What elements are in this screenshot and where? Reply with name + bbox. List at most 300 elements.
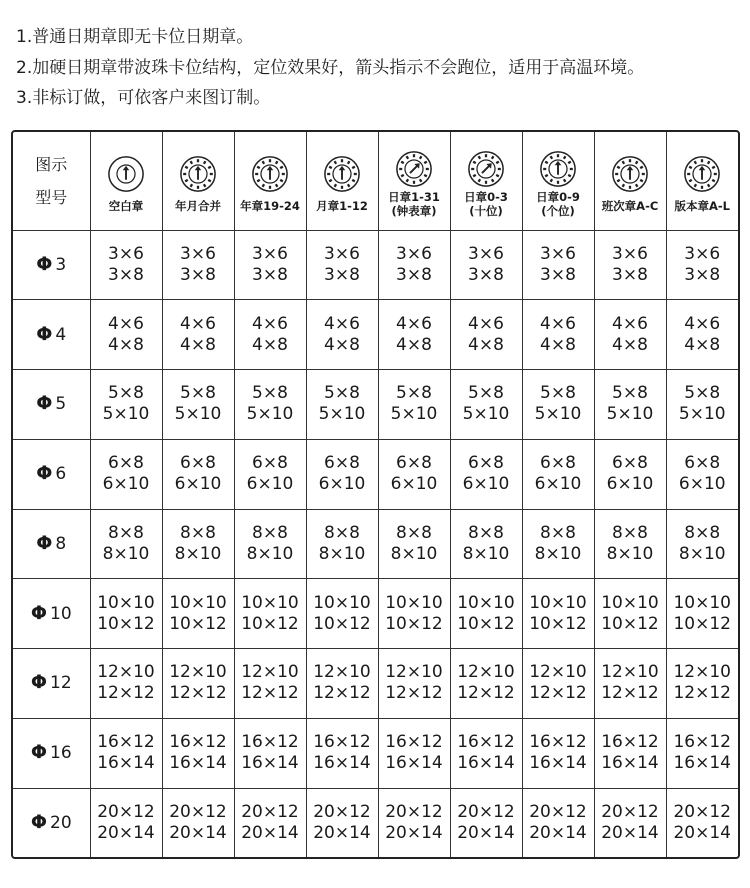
table-cell (522, 300, 594, 370)
column-label: 版本章A-L (674, 198, 730, 213)
table-cell (90, 230, 162, 300)
size-value-1: 8×8 (252, 522, 288, 543)
table-cell (234, 370, 306, 440)
table-cell (450, 718, 522, 788)
size-value-2: 4×8 (252, 334, 288, 355)
size-value-2: 20×14 (385, 822, 443, 843)
size-value-1: 10×10 (313, 592, 371, 613)
table-cell (594, 788, 666, 857)
table-cell (666, 788, 738, 857)
table-cell (162, 370, 234, 440)
size-value-1: 3×6 (396, 243, 432, 264)
table-cell (306, 370, 378, 440)
size-value-2: 10×12 (457, 613, 515, 634)
shift-stamp-icon (595, 155, 666, 193)
size-value-2: 6×10 (174, 474, 222, 495)
size-value-1: 5×8 (684, 383, 721, 404)
table-cell (450, 300, 522, 370)
size-value-2: 10×12 (169, 613, 227, 634)
table-row (13, 439, 738, 509)
column-header-7 (522, 132, 594, 230)
size-value-2: 12×12 (97, 683, 155, 704)
size-value-1: 6×8 (468, 453, 504, 474)
size-value-1: 4×6 (252, 313, 288, 334)
table-cell (162, 788, 234, 857)
diameter-value: 10 (50, 603, 72, 624)
size-value-2: 8×10 (606, 543, 654, 564)
column-label: 日章0-3 (464, 189, 508, 204)
size-value-2: 8×10 (678, 543, 726, 564)
year-stamp-icon (235, 155, 306, 193)
size-value-1: 20×12 (169, 801, 227, 822)
table-cell (234, 788, 306, 857)
size-value-2: 4×8 (468, 334, 504, 355)
size-value-1: 20×12 (529, 801, 587, 822)
table-row (13, 370, 738, 440)
size-value-1: 3×6 (468, 243, 504, 264)
size-value-1: 20×12 (673, 801, 731, 822)
size-value-2: 5×10 (678, 404, 726, 425)
size-value-2: 10×12 (241, 613, 299, 634)
table-cell (666, 579, 738, 649)
column-label: 班次章A-C (601, 198, 659, 213)
table-cell (90, 649, 162, 719)
column-sublabel: (钟表章) (391, 203, 437, 218)
size-value-2: 20×14 (673, 822, 731, 843)
size-value-2: 6×10 (462, 474, 510, 495)
table-cell (378, 718, 450, 788)
diameter-value: 4 (55, 324, 67, 345)
table-cell (162, 649, 234, 719)
table-row (13, 579, 738, 649)
table-cell (90, 439, 162, 509)
size-value-2: 16×14 (529, 753, 587, 774)
size-value-2: 10×12 (529, 613, 587, 634)
size-value-1: 10×10 (385, 592, 443, 613)
size-value-1: 12×10 (241, 662, 299, 683)
size-value-2: 6×10 (390, 474, 438, 495)
size-value-2: 5×10 (246, 404, 294, 425)
size-value-2: 20×14 (529, 822, 587, 843)
table-cell (522, 788, 594, 857)
size-value-2: 20×14 (601, 822, 659, 843)
size-value-2: 5×10 (174, 404, 222, 425)
size-value-2: 6×10 (534, 474, 582, 495)
size-value-1: 16×12 (313, 732, 371, 753)
size-value-1: 8×8 (684, 522, 721, 543)
size-value-1: 16×12 (241, 732, 299, 753)
table-cell (306, 579, 378, 649)
size-value-1: 5×8 (108, 383, 144, 404)
table-cell (522, 509, 594, 579)
size-value-1: 16×12 (673, 732, 731, 753)
size-value-2: 16×14 (457, 753, 515, 774)
size-value-2: 6×10 (246, 474, 294, 495)
size-value-1: 10×10 (457, 592, 515, 613)
size-value-1: 8×8 (468, 522, 504, 543)
table-cell (522, 579, 594, 649)
size-value-2: 12×12 (241, 683, 299, 704)
table-cell (378, 230, 450, 300)
size-value-1: 8×8 (396, 522, 432, 543)
row-size-label (13, 439, 90, 509)
diameter-symbol: Φ (36, 462, 53, 485)
table-cell (90, 509, 162, 579)
column-label: 空白章 (108, 198, 144, 213)
size-value-1: 4×6 (540, 313, 576, 334)
table-cell (522, 718, 594, 788)
year-month-stamp-icon (163, 155, 234, 193)
column-header-1 (90, 132, 162, 230)
row-size-label (13, 579, 90, 649)
size-value-2: 6×10 (678, 474, 726, 495)
table-cell (234, 718, 306, 788)
size-value-2: 3×8 (324, 264, 360, 285)
table-cell (162, 579, 234, 649)
table-cell (666, 649, 738, 719)
table-cell (162, 230, 234, 300)
table-row (13, 649, 738, 719)
size-value-2: 8×10 (102, 543, 150, 564)
diameter-value: 6 (55, 464, 67, 485)
arrow-stamp-icon (91, 155, 162, 193)
table-cell (162, 439, 234, 509)
table-cell (90, 579, 162, 649)
size-value-1: 5×8 (180, 383, 216, 404)
corner-cell (13, 132, 90, 230)
table-cell (90, 718, 162, 788)
column-header-6 (450, 132, 522, 230)
table-cell (90, 788, 162, 857)
size-value-1: 5×8 (612, 383, 648, 404)
size-value-1: 8×8 (180, 522, 216, 543)
column-sublabel: (十位) (469, 203, 503, 218)
size-value-1: 12×10 (529, 662, 587, 683)
column-header-9 (666, 132, 738, 230)
corner-bottom-label: 型号 (35, 187, 68, 207)
table-cell (234, 579, 306, 649)
size-value-1: 4×6 (180, 313, 216, 334)
size-value-2: 12×12 (169, 683, 227, 704)
size-value-1: 16×12 (529, 732, 587, 753)
size-value-2: 20×14 (97, 822, 155, 843)
size-value-1: 20×12 (601, 801, 659, 822)
size-value-1: 4×6 (612, 313, 648, 334)
size-value-2: 20×14 (169, 822, 227, 843)
size-value-1: 12×10 (169, 662, 227, 683)
size-value-1: 10×10 (529, 592, 587, 613)
note-3: 3.非标订做，可依客户来图订制。 (16, 88, 271, 108)
size-value-1: 12×10 (97, 662, 155, 683)
size-value-2: 3×8 (252, 264, 288, 285)
table-cell (306, 509, 378, 579)
diameter-symbol: Φ (36, 252, 53, 275)
size-value-2: 5×10 (390, 404, 438, 425)
table-cell (450, 649, 522, 719)
size-value-1: 6×8 (612, 453, 648, 474)
row-size-label (13, 370, 90, 440)
table-cell (306, 439, 378, 509)
table-cell (378, 509, 450, 579)
size-value-1: 20×12 (313, 801, 371, 822)
table-cell (594, 579, 666, 649)
table-cell (594, 649, 666, 719)
size-value-2: 6×10 (606, 474, 654, 495)
row-size-label (13, 649, 90, 719)
size-value-1: 16×12 (601, 732, 659, 753)
column-label: 年月合并 (175, 198, 221, 213)
table-cell (378, 300, 450, 370)
size-value-2: 10×12 (601, 613, 659, 634)
table-cell (306, 788, 378, 857)
column-label: 年章19-24 (240, 198, 300, 213)
table-cell (450, 370, 522, 440)
size-value-2: 20×14 (313, 822, 371, 843)
row-size-label (13, 230, 90, 300)
size-value-1: 3×6 (612, 243, 648, 264)
diameter-symbol: Φ (30, 671, 47, 694)
size-value-1: 4×6 (684, 313, 721, 334)
size-value-1: 3×6 (252, 243, 288, 264)
size-value-2: 8×10 (462, 543, 510, 564)
size-value-1: 8×8 (612, 522, 648, 543)
column-header-8 (594, 132, 666, 230)
size-value-2: 6×10 (318, 474, 366, 495)
table-cell (522, 230, 594, 300)
size-value-2: 5×10 (462, 404, 510, 425)
row-size-label (13, 718, 90, 788)
tens-digit-stamp-icon (451, 150, 522, 188)
table-cell (378, 439, 450, 509)
table-cell (306, 649, 378, 719)
note-2: 2.加硬日期章带波珠卡位结构，定位效果好，箭头指示不会跑位，适用于高温环境。 (16, 57, 645, 78)
table-cell (378, 370, 450, 440)
size-value-1: 6×8 (540, 453, 576, 474)
row-size-label (13, 788, 90, 857)
table-cell (234, 300, 306, 370)
table-cell (666, 509, 738, 579)
table-cell (594, 439, 666, 509)
table-cell (378, 649, 450, 719)
size-value-2: 5×10 (102, 404, 150, 425)
diameter-value: 3 (55, 254, 67, 275)
size-value-1: 12×10 (313, 662, 371, 683)
size-value-2: 3×8 (468, 264, 504, 285)
column-header-3 (234, 132, 306, 230)
column-label: 月章1-12 (316, 198, 368, 213)
size-value-2: 16×14 (601, 753, 659, 774)
table-cell (90, 370, 162, 440)
table-cell (162, 509, 234, 579)
size-value-1: 16×12 (457, 732, 515, 753)
column-header-5 (378, 132, 450, 230)
size-value-1: 10×10 (241, 592, 299, 613)
column-label: 日章0-9 (536, 189, 580, 204)
table-row (13, 300, 738, 370)
spec-table (11, 130, 740, 859)
size-value-1: 16×12 (97, 732, 155, 753)
size-value-2: 4×8 (324, 334, 360, 355)
size-value-1: 6×8 (396, 453, 432, 474)
size-value-1: 10×10 (673, 592, 731, 613)
table-cell (522, 649, 594, 719)
table-cell (666, 370, 738, 440)
version-stamp-icon (667, 155, 739, 193)
size-value-1: 8×8 (540, 522, 576, 543)
row-size-label (13, 300, 90, 370)
table-cell (450, 230, 522, 300)
table-cell (594, 300, 666, 370)
table-cell (90, 300, 162, 370)
table-cell (234, 230, 306, 300)
table-cell (450, 579, 522, 649)
size-value-1: 10×10 (97, 592, 155, 613)
size-value-2: 4×8 (108, 334, 144, 355)
size-value-2: 6×10 (102, 474, 150, 495)
diameter-value: 12 (50, 673, 72, 694)
size-value-2: 12×12 (313, 683, 371, 704)
size-value-1: 3×6 (108, 243, 144, 264)
table-cell (306, 718, 378, 788)
size-value-1: 6×8 (684, 453, 721, 474)
diameter-symbol: Φ (36, 531, 53, 554)
size-value-2: 3×8 (612, 264, 648, 285)
size-value-2: 4×8 (396, 334, 432, 355)
size-value-2: 8×10 (390, 543, 438, 564)
table-row (13, 718, 738, 788)
size-value-1: 16×12 (169, 732, 227, 753)
table-cell (234, 509, 306, 579)
size-value-2: 12×12 (529, 683, 587, 704)
column-label: 日章1-31 (388, 189, 440, 204)
notes (16, 22, 644, 114)
diameter-value: 20 (50, 812, 72, 833)
size-value-1: 12×10 (673, 662, 731, 683)
size-value-1: 6×8 (252, 453, 288, 474)
note-1: 1.普通日期章即无卡位日期章。 (16, 27, 254, 47)
size-value-2: 3×8 (108, 264, 144, 285)
size-value-1: 12×10 (457, 662, 515, 683)
size-value-2: 16×14 (673, 753, 731, 774)
size-value-1: 4×6 (396, 313, 432, 334)
table-cell (594, 718, 666, 788)
table-cell (306, 230, 378, 300)
size-value-2: 4×8 (180, 334, 216, 355)
table-cell (594, 370, 666, 440)
size-value-1: 3×6 (684, 243, 721, 264)
table-cell (450, 788, 522, 857)
table-cell (666, 439, 738, 509)
diameter-value: 5 (55, 394, 67, 415)
diameter-value: 16 (50, 743, 72, 764)
size-value-1: 8×8 (108, 522, 144, 543)
table-cell (666, 718, 738, 788)
size-value-2: 8×10 (174, 543, 222, 564)
table-row (13, 230, 738, 300)
size-value-2: 10×12 (313, 613, 371, 634)
ones-digit-stamp-icon (523, 150, 594, 188)
size-value-2: 4×8 (684, 334, 721, 355)
column-header-2 (162, 132, 234, 230)
diameter-value: 8 (55, 533, 67, 554)
size-value-1: 10×10 (601, 592, 659, 613)
table-cell (666, 230, 738, 300)
diameter-symbol: Φ (36, 392, 53, 415)
table-cell (594, 230, 666, 300)
size-value-2: 3×8 (540, 264, 576, 285)
header-row (13, 132, 738, 230)
size-value-2: 10×12 (97, 613, 155, 634)
size-value-2: 16×14 (313, 753, 371, 774)
size-value-1: 20×12 (97, 801, 155, 822)
size-value-2: 12×12 (673, 683, 731, 704)
diameter-symbol: Φ (30, 741, 47, 764)
size-value-1: 4×6 (468, 313, 504, 334)
size-value-2: 3×8 (684, 264, 721, 285)
size-value-2: 3×8 (396, 264, 432, 285)
column-header-4 (306, 132, 378, 230)
size-value-1: 8×8 (324, 522, 360, 543)
size-value-1: 20×12 (457, 801, 515, 822)
column-sublabel: (个位) (541, 203, 575, 218)
size-value-1: 10×10 (169, 592, 227, 613)
size-value-1: 3×6 (540, 243, 576, 264)
month-stamp-icon (307, 155, 378, 193)
table-cell (234, 649, 306, 719)
size-value-2: 5×10 (318, 404, 366, 425)
size-value-2: 8×10 (534, 543, 582, 564)
size-value-1: 3×6 (180, 243, 216, 264)
size-value-2: 5×10 (534, 404, 582, 425)
size-value-1: 5×8 (396, 383, 432, 404)
table-cell (666, 300, 738, 370)
size-value-2: 8×10 (318, 543, 366, 564)
table-cell (234, 439, 306, 509)
size-value-2: 20×14 (457, 822, 515, 843)
size-value-1: 20×12 (241, 801, 299, 822)
table-cell (522, 439, 594, 509)
size-value-2: 12×12 (385, 683, 443, 704)
diameter-symbol: Φ (36, 322, 53, 345)
table-cell (306, 300, 378, 370)
size-value-2: 5×10 (606, 404, 654, 425)
size-value-1: 16×12 (385, 732, 443, 753)
size-value-1: 4×6 (324, 313, 360, 334)
size-value-1: 12×10 (601, 662, 659, 683)
size-value-1: 6×8 (108, 453, 144, 474)
size-value-1: 20×12 (385, 801, 443, 822)
size-value-2: 4×8 (540, 334, 576, 355)
size-value-1: 5×8 (540, 383, 576, 404)
size-value-1: 6×8 (180, 453, 216, 474)
table-cell (594, 509, 666, 579)
size-value-2: 12×12 (601, 683, 659, 704)
diameter-symbol: Φ (30, 601, 47, 624)
size-value-2: 8×10 (246, 543, 294, 564)
corner-top-label: 图示 (35, 154, 68, 174)
table-cell (378, 579, 450, 649)
size-value-2: 12×12 (457, 683, 515, 704)
size-value-2: 10×12 (673, 613, 731, 634)
row-size-label (13, 509, 90, 579)
size-value-2: 16×14 (241, 753, 299, 774)
size-value-2: 16×14 (97, 753, 155, 774)
size-value-1: 5×8 (468, 383, 504, 404)
table-cell (450, 509, 522, 579)
table-cell (450, 439, 522, 509)
size-value-2: 16×14 (169, 753, 227, 774)
size-value-1: 12×10 (385, 662, 443, 683)
